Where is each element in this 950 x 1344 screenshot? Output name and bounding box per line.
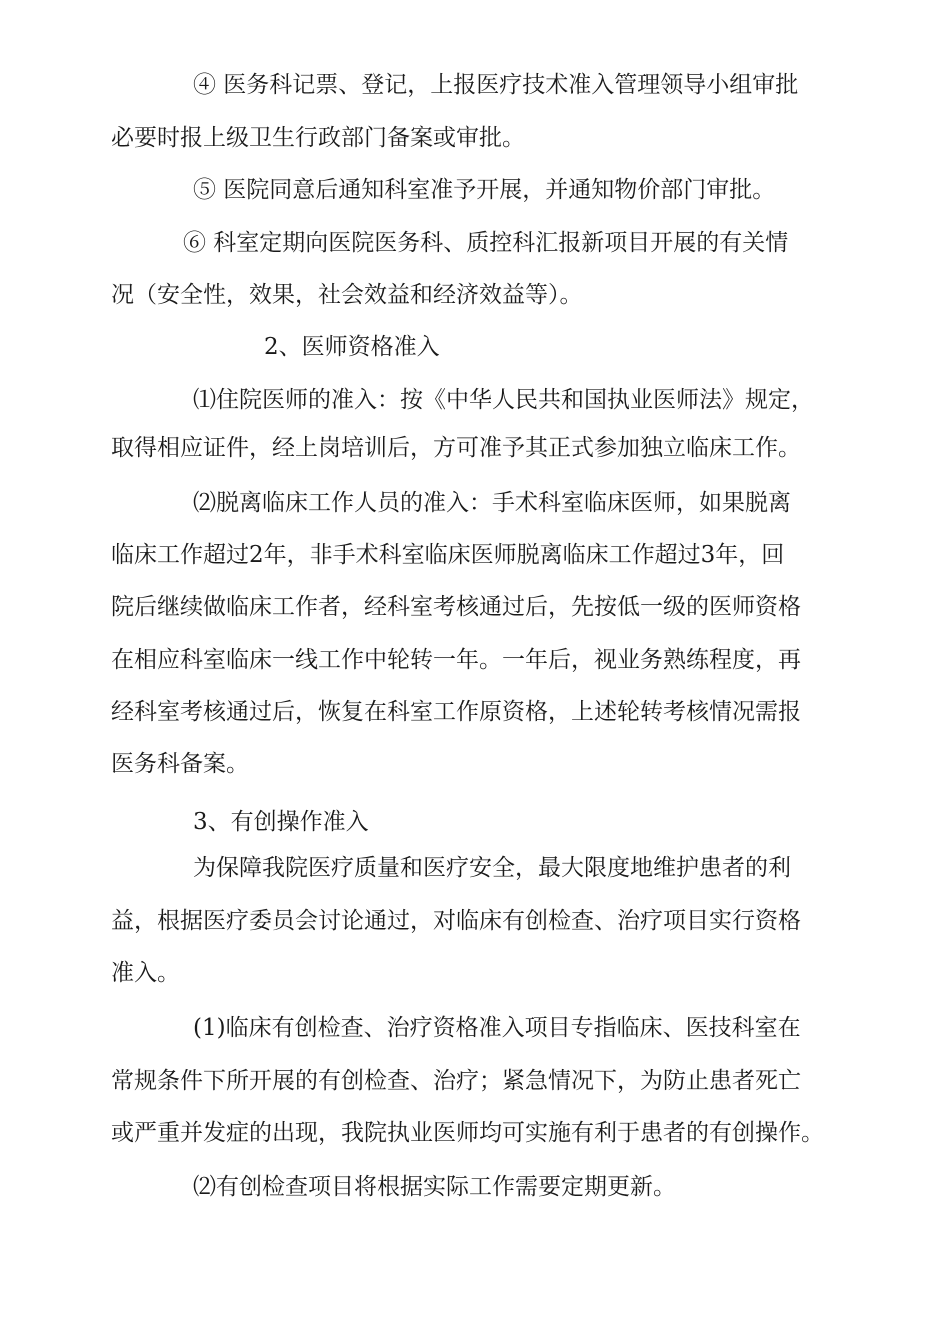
paragraph-line: ⑤ 医院同意后通知科室准予开展，并通知物价部门审批。	[193, 177, 776, 203]
paragraph-line: 况（安全性，效果，社会效益和经济效益等）。	[111, 282, 583, 308]
paragraph-line: 准入。	[111, 960, 180, 986]
paragraph-line: ⑴住院医师的准入：按《中华人民共和国执业医师法》规定，	[193, 387, 814, 413]
paragraph-line: ④ 医务科记票、登记，上报医疗技术准入管理领导小组审批	[193, 72, 799, 98]
paragraph-line: 院后继续做临床工作者，经科室考核通过后，先按低一级的医师资格	[111, 594, 801, 620]
paragraph-line: 必要时报上级卫生行政部门备案或审批。	[111, 125, 525, 151]
paragraph-line: 在相应科室临床一线工作中轮转一年。一年后，视业务熟练程度，再	[111, 647, 801, 673]
paragraph-line: ⑵有创检查项目将根据实际工作需要定期更新。	[193, 1174, 676, 1200]
paragraph-line: 或严重并发症的出现，我院执业医师均可实施有利于患者的有创操作。	[111, 1120, 824, 1146]
paragraph-line: 为保障我院医疗质量和医疗安全，最大限度地维护患者的利	[193, 855, 791, 881]
paragraph-line: ⑵脱离临床工作人员的准入：手术科室临床医师，如果脱离	[193, 490, 791, 516]
section-heading: 3、有创操作准入	[193, 809, 369, 835]
section-heading: 2、医师资格准入	[264, 334, 440, 360]
paragraph-line: 益，根据医疗委员会讨论通过，对临床有创检查、治疗项目实行资格	[111, 908, 801, 934]
paragraph-line: 临床工作超过2年，非手术科室临床医师脱离临床工作超过3年，回	[111, 542, 785, 568]
paragraph-line: 取得相应证件，经上岗培训后，方可准予其正式参加独立临床工作。	[111, 435, 801, 461]
paragraph-line: 常规条件下所开展的有创检查、治疗；紧急情况下，为防止患者死亡	[111, 1068, 801, 1094]
paragraph-line: (1)临床有创检查、治疗资格准入项目专指临床、医技科室在	[193, 1015, 801, 1041]
paragraph-line: ⑥ 科室定期向医院医务科、质控科汇报新项目开展的有关情	[183, 230, 789, 256]
paragraph-line: 经科室考核通过后，恢复在科室工作原资格，上述轮转考核情况需报	[111, 699, 801, 725]
paragraph-line: 医务科备案。	[111, 751, 249, 777]
